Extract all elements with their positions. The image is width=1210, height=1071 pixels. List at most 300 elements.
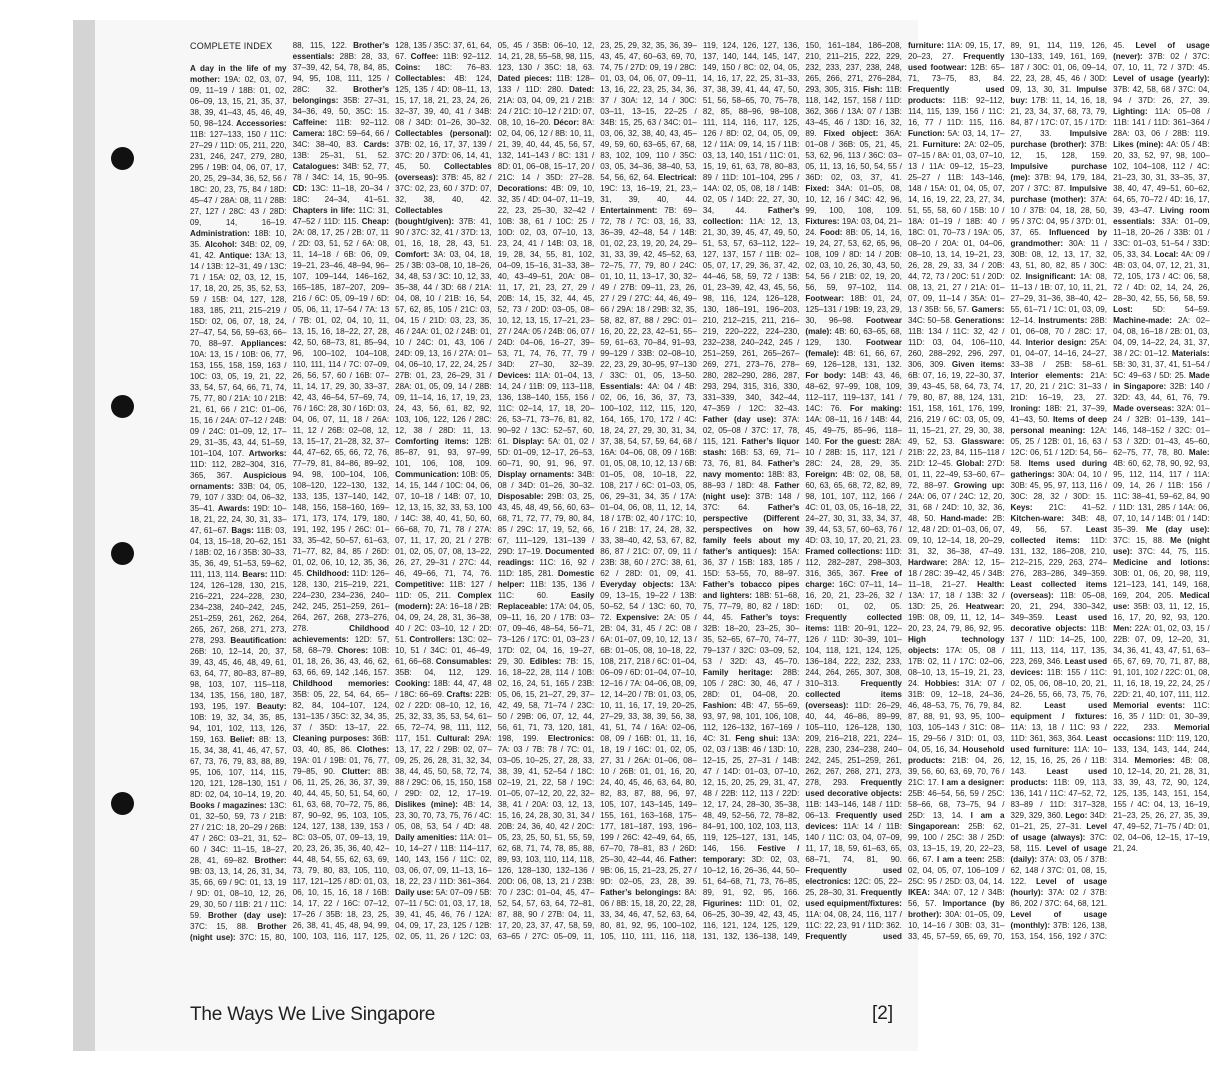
index-references: 11A: 05–08 / 11B: 141 / 11D: 361–364 / 28A: 03, 06 / 28B: 119.	[1113, 107, 1210, 138]
index-references: 11A: 04, 08, 24, 116, 117 / 11C: 22, 23, 91 / 11D: 362.	[805, 910, 902, 930]
index-term: Father’s navy momento:	[702, 459, 800, 479]
index-references: 18B: 10, 35.	[190, 229, 287, 250]
punch-hole-bottom	[111, 792, 134, 815]
index-references: 11D: 01, 02, 06–25, 30–39, 42, 43, 45, 116, 121, 124, 125, 129, 131, 132, 136–138, 149, 150, 161–184, 186–208, 210, 211–215, 222, 229, 232, 233, 237, 238, 248, 265, 266, 271, 276–284, 293, 305, 315.	[702, 41, 902, 941]
index-references: 32A: 01–24 / 32B: 01–139, 141–146, 148–152 / 32C: 01–53 / 32D: 01–43, 45–60, 62–75, 77, 78, 80.	[1113, 404, 1210, 457]
index-term: Influenced by grandmother:	[1010, 228, 1108, 248]
index-term: Beautification:	[230, 636, 287, 646]
index-references: 11A: 09, 15, 17, 20–23, 27.	[907, 41, 1005, 61]
index-references: 11D: 124, 126–128, 130, 215, 216–221, 224–228, 230, 234–238, 240–242, 245, 251–259, 261, 262, 264, 265, 267, 268, 271, 273, 278, 293.	[190, 570, 287, 646]
index-references: 21A: 03, 04, 09, 21 / 21B: 24 / 21C: 10–12 / 21D: 07, 08, 10, 16–20.	[497, 96, 595, 127]
index-references: 5A: 07–09 / 5B: 07–11 / 5C: 01, 03, 17, 18, 39, 41, 45, 46, 76 / 12A: 04, 09, 17, 23, 125 / 12B: 02, 05, 11, 26 / 12C: 03, 05, 45 / 35B: 06–10, 12, 14, 21, 28, 55–58, 98, 115, 123, 130 / 35C: 18, 63.	[395, 41, 595, 941]
index-term: Father’s toys:	[740, 613, 800, 622]
index-term: Clutter:	[341, 767, 371, 776]
index-references: 21C: 41–52.	[1032, 503, 1108, 512]
index-entry	[908, 360, 1005, 446]
index-term: Lost:	[1113, 305, 1133, 314]
index-term: Frequently used footwear:	[907, 52, 1005, 72]
index-entry	[293, 162, 390, 182]
index-references: 18B: 01, 24, 125–131 / 19B: 19, 23, 29, 30, 96–98.	[805, 294, 902, 325]
index-references: 4B: 02, 08, 58, 60, 63, 65, 68, 72, 82, 89, 98, 101, 107, 112, 166 / 4C: 01, 03, 05, 16–18, 22, 24–27, 30, 31, 33, 34, 37, 39, 44, 53, 57, 60–63, 76 / 4D: 03, 10, 17, 20, 21, 23.	[805, 470, 902, 545]
index-term: Materials:	[1171, 349, 1210, 358]
index-references: 13C: 11–18, 20–34 / 18C: 24–34, 41–51.	[292, 184, 390, 204]
index-term: Father’s collection:	[702, 206, 800, 226]
index-entry	[1011, 338, 1108, 369]
index-references: 19C: 13, 16–19, 21, 23,–31, 39, 40, 44.	[600, 184, 697, 204]
index-term: Crafts:	[446, 690, 473, 699]
index-entry	[703, 206, 800, 413]
index-references: 37B: 42, 58, 68 / 37C: 04, 94 / 37D: 26, 27, 39.	[1113, 85, 1210, 105]
index-term: Function:	[907, 129, 945, 138]
punch-hole-top	[111, 147, 134, 170]
index-references: 37C: 15, 80, 88, 115, 122.	[235, 41, 354, 943]
index-references: 18C: 59–64, 66 / 34C: 38–40, 83.	[292, 129, 390, 149]
index-term: Antique:	[219, 251, 252, 261]
index-term: Impulsive purchase (mother):	[1010, 184, 1108, 204]
index-term: Frequently collected items:	[805, 613, 902, 633]
index-entry	[190, 339, 287, 458]
index-term: Furniture:	[922, 140, 961, 149]
index-references: 13B: 25–31, 51, 52.	[292, 151, 390, 160]
index-references: 11B: 128–133 / 11D: 280.	[497, 74, 595, 94]
index-term: Fashion:	[702, 701, 737, 710]
index-references: 33A: 01–09, 11–18, 20–26 / 33B: 01 / 33C: 01–03, 51–54 / 33D: 05, 33, 34.	[1113, 217, 1210, 259]
index-term: Footwear (male):	[805, 316, 902, 336]
index-references: 37B: 02 / 37C: 07, 10, 11, 72 / 37D: 45.	[1113, 52, 1210, 72]
index-entry	[1113, 74, 1210, 105]
index-references: 8A: 02, 04, 06, 12 / 8B: 10, 11, 21, 39, 40, 44, 45, 56, 57, 132, 141–143 / 8C: 131 / 8D: 01, 06–08, 15–17, 20 / 21C: 14 / 35D: 27–28.	[497, 118, 595, 182]
index-term: Hobbies:	[924, 679, 960, 688]
index-entry	[703, 668, 800, 699]
index-term: Men:	[1113, 624, 1132, 633]
index-entry	[190, 570, 287, 645]
index-term: Framed collections:	[805, 547, 883, 556]
index-references: 4B: 08, 10, 12–14, 20, 21, 28, 31, 33, 39, 43, 72, 90, 124, 125, 135, 143, 151, 154, 155 / 4C: 04, 13, 16–19, 21–23, 25, 26, 27, 35, 39, 47, 49–52, 71–75 / 4D: 01, 02, 04–06, 12–15, 17–19, 21, 24.	[1113, 756, 1210, 853]
index-references: 13C: 01, 32–50, 59, 73 / 21B: 27 / 21C: 18, 20–29 / 26B: 47 / 26C: 03–21, 31, 52–60 / 34C: 11–15, 18–27, 28, 41, 69–82.	[190, 801, 287, 866]
index-term: Coffee:	[410, 52, 439, 61]
index-references: 25B: 02, 04, 05, 07, 106–109 / 25C: 95 / 25D: 03, 04, 14.	[907, 855, 1005, 886]
index-term: Frequently used decorative objects:	[805, 778, 902, 798]
index-references: 19A: 02, 03, 07, 09, 11–19 / 18B: 01, 02, 06–09, 13, 15, 21, 35, 37, 38, 39, 41–43, 45, 46, 49, 50, 98–124.	[190, 75, 287, 129]
index-term: Dated:	[569, 85, 595, 94]
index-references: 17A: 05, 08 / 17B: 02, 11 / 17C: 02–06, 08–10, 13, 15–19, 21, 23, 24.	[907, 646, 1005, 688]
index-term: Glassware:	[961, 437, 1005, 446]
index-term: Electronics:	[547, 734, 595, 743]
index-references: 37B: 45, 82 / 37C: 02, 23, 60 / 37D: 07, 32, 38, 40, 42.	[395, 173, 492, 204]
index-references: 18C: 76–83.	[420, 63, 492, 72]
index-term: Decorations:	[497, 184, 548, 193]
index-term: Collectables (overseas):	[395, 162, 492, 182]
index-term: Level of usage (never):	[1113, 41, 1210, 61]
index-term: Living room essentials:	[1113, 206, 1210, 226]
index-references: 34B: 02, 09, 41, 42.	[190, 240, 287, 261]
index-references: 31A: 07 / 31B: 09, 12–18, 24–36, 46, 48–53, 75, 76, 79, 84, 87, 88, 91, 93, 95, 100–103, 105–143 / 31C: 08–15, 29–56 / 31D: 01, 03, 04, 05, 16, 34.	[907, 679, 1005, 754]
index-references: 28A: 10 / 28B: 15, 117, 121 / 28C: 24, 28, 29, 35.	[805, 437, 902, 468]
index-term: Fixed object:	[823, 129, 879, 138]
index-term: Chores:	[337, 646, 369, 655]
index-references: 37B: 94, 179, 184, 207 / 37C: 87.	[1010, 173, 1108, 193]
index-term: Level of usage (daily):	[1010, 844, 1108, 864]
index-references: 6B: 07, 16, 19, 22–30, 37, 39, 43–45, 58, 64, 73, 74, 79, 80, 87, 88, 124, 131, 151, 158, 161, 176, 199, 216, 219 / 6C: 03, 05, 09, 11, 15–21, 27, 29, 30, 38, 49, 52, 53.	[907, 371, 1005, 446]
index-term: Display:	[512, 437, 545, 446]
index-term: Domestic helper:	[497, 569, 595, 589]
index-entry	[395, 833, 492, 886]
index-term: Books / magazines:	[190, 801, 267, 811]
index-term: Global:	[956, 459, 985, 468]
index-references: 28B: 01, 06–08, 70 / 28C: 17, 44.	[1010, 316, 1108, 347]
index-term: Controllers:	[409, 635, 456, 644]
index-references: 11A: 10–12, 15, 16, 25, 26 / 11B: 143.	[1010, 745, 1108, 776]
index-references: 12D: 57, 58, 68–79.	[292, 635, 390, 655]
index-term: Brother’s belongings:	[292, 85, 390, 105]
index-term: Caffeine:	[292, 118, 328, 127]
index-references: 30A: 01–05, 09, 10, 14–16 / 30B: 03, 31–33, 45, 57–59, 65, 69, 70, 89, 91, 114, 119, 126, 130–133, 149, 161, 169, 187 / 30C: 01, 06, 09–14, 22, 23, 28, 45, 46 / 30D: 09, 13, 30, 31.	[907, 41, 1108, 941]
index-references: 11B: 92–112.	[327, 118, 390, 127]
index-references: 11B: 20–91, 122–126 / 11D: 30–39, 101–104, 118, 121, 124, 125, 136–184, 222, 232, 233, 244, 264, 265, 307, 308, 310–313.	[805, 624, 902, 688]
index-references: 11B: 127 / 11D: 05, 211.	[395, 580, 492, 600]
index-references: 37B: 126, 138, 153, 154, 156, 192 / 37C: 45.	[1010, 41, 1136, 941]
index-term: Male:	[1188, 448, 1210, 457]
index-entry	[1113, 107, 1210, 138]
index-references: 11B: 92–112.	[438, 52, 492, 61]
index-term: Auspicious ornaments:	[190, 471, 287, 492]
index-references: 35B: 05, 22, 54, 64, 65–82, 84, 104–107, 124, 131–135 / 35C: 32, 34, 35, 37 / 35D: 13–17, 22.	[292, 690, 390, 732]
index-term: Least collected items (overseas):	[1010, 580, 1108, 600]
index-term: Figurines:	[702, 899, 742, 908]
index-term: Father (night use):	[702, 481, 800, 501]
index-references: 11B: 127–133, 150 / 11C: 27–29 / 11D: 05, 211, 220, 231, 246, 247, 279, 280, 295 / 19B: 04, 06, 07, 17, 20, 25, 29–34, 36, 52, 56 / 18C: 20, 23, 75, 84 / 18D: 45–47 / 28A: 08, 11 / 28B: 27, 127 / 28C: 43 / 28D: 09, 14, 16–19.	[190, 130, 287, 228]
index-term: Cultural:	[436, 734, 470, 743]
index-references: 34A: 07, 12 / 34B: 56, 57.	[907, 888, 1005, 908]
index-term: Importance (by brother):	[907, 899, 1005, 919]
index-term: Chapters in life:	[292, 206, 356, 215]
index-entry	[395, 206, 492, 248]
index-references: 11B: 05–08, 20, 21, 294, 330–342, 349–359.	[1010, 591, 1108, 622]
index-references: 8B: 05, 14, 16, 19, 24, 27, 53, 62, 65, 96, 108, 109 / 8D: 14 / 20B: 02, 03, 10, 26, 30, 43, 50, 54, 56 / 21B: 02, 19, 20, 56, 59, 97–102, 114.	[805, 228, 902, 292]
index-references: 11A: 12, 13, 21, 30, 39, 45, 47, 49, 50, 51, 53, 57, 63–112, 122–127, 137, 157 / 11B: 02–05, 07, 17, 29, 36, 37, 42, 44–46, 58, 59, 72 / 13B: 01, 23–39, 42, 43, 45, 56, 98, 116, 124, 126–128, 130, 186–191, 196–203, 210, 212–215, 211, 216–219, 220–222, 224–230, 232–238, 240–242, 245 / 251–259, 261, 265–267–269, 271, 273–76, 278–280, 282–290, 286, 287, 293, 294, 315, 316, 330, 331–339, 340, 342–44, 47–359 / 12C: 32–43.	[702, 217, 800, 413]
index-references: 2A: 05 / 2B: 04, 31, 45 / 2C: 08 / 6A: 01–07, 09, 10, 12, 13 / 6B: 01–05, 08, 10–18, 22, 108, 217, 218 / 6C: 01–04, 06–09 / 6D: 01–04, 07–10, 12–16 / 7A: 04–06, 08, 09, 12, 14–20 / 7B: 01, 03, 05, 10, 11, 16, 17, 19, 20–25, 27–29, 33, 38, 39, 56, 38, 41, 51, 74 / 16A: 02–06, 08, 09 / 16B: 01, 11, 16, 18, 19 / 16C: 01, 02, 05, 27, 31 / 26A: 01–06, 08–10 / 26B: 01, 01, 16, 20, 24, 40, 45, 46, 63, 64, 80, 82, 83, 87, 88, 96, 97, 105, 107, 143–145, 149–155, 161, 163–168, 175–177, 181–187, 193, 196–199 / 26C: 42–49, 64, 65, 67–70, 78–81, 83 / 26D: 25–30, 42–44, 46.	[600, 613, 697, 864]
index-term: Competitive:	[395, 580, 445, 589]
index-entry	[908, 85, 1005, 127]
index-term: For body:	[805, 371, 847, 380]
index-term: Frequently used products:	[907, 85, 1005, 105]
index-term: Collectables (bought/given):	[395, 206, 455, 226]
index-entry	[1113, 305, 1210, 314]
index-references: 8B: 13, 15, 34, 38, 41, 46, 47, 57, 67, 73, 76, 79, 83, 88, 89, 95, 106, 107, 114, 115, 120, 121, 128–130, 151 / 8D: 02, 04, 10–14, 19, 20.	[190, 735, 287, 800]
index-term: Instruments:	[1038, 316, 1088, 325]
index-references: 32B: 140 / 32D: 43, 44, 61, 76, 79.	[1113, 382, 1210, 402]
index-term: Generations:	[954, 316, 1005, 325]
index-references: 18B: 21, 37–39, 41–43, 50.	[1010, 404, 1108, 424]
index-references: 19A: 01 / 19B: 01, 76, 77, 79–85, 90.	[292, 756, 390, 776]
index-entry	[395, 470, 492, 578]
index-references: 37A: 10 / 37B: 04, 18, 28, 50, 95 / 37C: 04, 95 / 37D: 01, 37, 65.	[1010, 195, 1108, 237]
index-references: 37B: 12, 15, 128, 159.	[1010, 140, 1108, 160]
index-term: Likes (mine):	[1113, 140, 1164, 149]
index-references: 2A: 08, 17, 25 / 2B: 07, 11 / 2D: 03, 51, 52 / 6A: 08, 11, 14–18 / 6B: 06, 09, 19–21, 23–46, 48–94, 96–107, 109–144, 146–162, 165–185, 187–207, 209–216 / 6C: 05, 09–19 / 6D: 05, 06, 11, 17–54 / 7A: 13 / 7B: 01, 02, 04, 10, 11, 13, 15, 16, 18–22, 27, 28, 42, 50, 68–73, 81, 85–94, 96, 100–102, 104–108, 110, 111, 114 / 7C: 07–09, 26, 56, 57, 60 / 16B: 07–11, 14, 17, 29, 30, 33–37, 42, 43, 46–54, 57–69, 74, 76 / 16C: 28, 30 / 16D: 03, 04, 06, 07, 11, 18 / 26A: 11, 12 / 26B: 02–08, 12, 13, 15–17, 21–28, 32, 37–44, 47–62, 65, 66, 72, 76, 77–79, 81, 84–86, 89–92, 94, 98, 100–104, 106, 108–120, 122–130, 132, 133, 135, 137–140, 142, 148, 156, 158–160, 169–171, 173, 174, 179, 180, 191, 192, 195 / 26C: 01–33, 35–42, 50–57, 61–63, 71–77, 82, 84, 85 / 26D: 01, 02, 06, 10, 12, 35, 36, 45.	[292, 228, 390, 578]
index-references: 16C: 07–11, 14–16, 20, 21, 23–26, 32 / 16D: 01, 02, 05.	[805, 580, 902, 611]
index-entry	[293, 679, 390, 732]
index-references: 19B: 08, 09, 11, 12, 14–20, 23, 24, 79, 86, 92, 95.	[907, 613, 1005, 633]
index-term: Camera:	[292, 129, 325, 138]
index-references: 33B: 04, 05, 79, 107 / 33D: 04, 06–32, 35–41.	[190, 482, 287, 514]
index-references: 13A: 02, 03 / 13B: 46 / 13D: 10, 12–15, 25, 27–31 / 14B: 47 / 14D: 01–03, 07–10, 12, 15, 20, 25, 29, 31, 47, 48 / 22B: 112, 113 / 22D: 12, 17, 24, 28–30, 35–38, 48, 49, 52–56, 72, 78–82, 84–91, 100, 102, 103, 113, 119, 125–127, 131, 145, 146, 156.	[702, 734, 800, 853]
index-entry	[1011, 503, 1108, 512]
index-entry	[395, 63, 492, 72]
index-term: Memories:	[1134, 756, 1175, 765]
index-references: 19D: 10–18, 21, 22, 24, 30, 31, 33–47, 61–67.	[190, 504, 287, 536]
punch-hole-upper-middle	[111, 395, 134, 418]
index-term: Hand-made:	[940, 514, 988, 523]
index-term: Me (day use):	[1146, 525, 1210, 534]
index-term: Administration:	[190, 229, 250, 239]
index-references: 34B: 48, 49, 56, 57.	[1010, 514, 1108, 534]
index-references: 3D: 02, 03, 10–12, 16, 26–36, 44, 50–51, 64–68, 71, 73, 76–85, 89, 91, 92, 95, 166.	[702, 855, 800, 897]
index-references: 34C: 50–58.	[907, 316, 955, 325]
index-references: 27D: 01, 11, 22–49, 53–60, 67–72, 88–97.	[907, 459, 1005, 490]
index-term: Cooking:	[395, 679, 431, 688]
index-entry	[805, 184, 902, 215]
index-references: 3A: 03, 04, 18, 25 / 3B: 03–08, 10, 18–26, 34, 48, 53 / 3C: 10, 12, 33, 35–38, 44 / 3D: 68 / 21A: 04, 08, 10 / 21B: 16, 54, 57, 62, 85, 105 / 21C: 03, 04, 15 / 21D: 03, 23, 35, 46 / 24A: 01, 02 / 24B: 01, 10 / 24C: 01, 43, 106 / 24D: 09, 13, 16 / 27A: 01–04, 06–10, 17, 22, 24, 25 / 27B: 01, 23, 26–29, 31 / 28A: 01, 05, 09, 14 / 28B: 09, 11–14, 16, 17, 19, 23, 24, 43, 56, 61, 82, 92, 103, 106, 122, 126 / 28C: 12, 38 / 28D: 11, 13.	[395, 250, 492, 435]
index-entry	[600, 382, 697, 578]
index-term: Medicine and lotions:	[1113, 558, 1210, 567]
index-term: Belief:	[229, 735, 255, 745]
index-references: 12C: 05, 22–25, 28–30, 31.	[805, 877, 902, 897]
index-term: Brother:	[254, 856, 287, 866]
index-term: IKEA:	[907, 888, 930, 897]
index-heading: COMPLETE INDEX	[190, 41, 273, 51]
index-term: Comforting items:	[395, 437, 469, 446]
index-term: Cards:	[363, 140, 390, 149]
index-references: 4B: 14, 23, 30, 70, 73, 75, 76 / 4C: 05, 08, 53, 54 / 4D: 48.	[395, 800, 492, 831]
index-references: 35B: 27–31, 34–36, 49, 50, 35C: 15.	[292, 96, 390, 116]
index-term: Father’s liquor stash:	[702, 437, 800, 457]
index-references: 18B: 51–68, 75, 77–79, 80, 82 / 18D: 44, 45.	[702, 591, 800, 622]
index-references: 11A: 01–04, 13, 14, 24 / 11B: 09, 113–118, 136, 138–140, 155, 156 / 11C: 02–14, 17, 18, 20–26, 53–71, 73–76, 81, 82, 90–92 / 13C: 52–57, 60, 61.	[497, 371, 595, 446]
index-references: 12A: 05, 25 / 12B: 01, 16, 63 / 12C: 06, 51 / 12D: 54, 56–58.	[1010, 426, 1108, 468]
index-references: 25B: 46–54, 56, 59 / 25C: 58–66, 68, 73–75, 94 / 25D: 13, 14.	[907, 789, 1005, 820]
index-term: Father (day use):	[702, 415, 777, 424]
index-term: Essentials:	[600, 382, 643, 391]
index-entry	[805, 228, 902, 292]
index-term: CD:	[292, 184, 307, 193]
index-references: 21A: 17, 20, 21 / 21C: 31–33 / 21D: 16–19, 23, 27.	[1010, 371, 1108, 402]
index-term: Level of usage (yearly):	[1113, 74, 1210, 83]
index-term: Comfort:	[395, 250, 430, 259]
index-term: For the guest:	[824, 437, 882, 446]
index-references: 34D: 01–21, 25, 27–31.	[1010, 811, 1108, 831]
index-references: 11B: 155 / 11C: 02, 05, 06, 08–10, 20, 21, 24–26, 55, 66, 73, 75, 76, 82.	[1010, 668, 1108, 710]
index-references: 10B: 05, 14, 15, 144 / 10C: 04, 06, 07, 10–18 / 14B: 07, 10, 12, 13, 15, 32, 33, 53, 100 / 14C: 38, 40, 41, 50, 60, 66–68, 70, 71, 78 / 27A: 07, 11, 17, 20, 21 / 27B: 01, 02, 05, 07, 08, 13–22, 26, 27, 29–31 / 27C: 44, 46, 49–66, 71, 74, 76.	[395, 470, 492, 578]
index-references: 17A: 04, 05, 09–11, 16, 20 / 17B: 03–07, 09–46, 48–54, 56–71, 73–126 / 17C: 01, 03–23 / 17D: 02, 04, 16, 19–27, 29, 30.	[497, 602, 595, 666]
index-entry	[1011, 371, 1108, 402]
index-references: 13A: 09, 13–15, 19–22 / 13B: 50–52, 54 / 13C: 60, 70, 72.	[600, 580, 697, 622]
index-term: Footwear:	[805, 294, 845, 303]
index-term: Household products:	[907, 745, 1005, 765]
index-references: 11B: 137 / 11D: 14–25, 100, 111, 113, 114, 117, 135, 223, 269, 346.	[1010, 624, 1108, 666]
index-references: 11B: 09, 113, 136, 141 / 11C: 47–52, 72, 83–89 / 11D: 317–328, 329, 329, 360.	[1010, 778, 1108, 820]
index-term: Items used during gatherings:	[1010, 459, 1108, 479]
index-term: Interior design:	[1025, 338, 1087, 347]
index-entry	[805, 679, 902, 787]
index-references: 37C: 58, 115.	[1010, 833, 1108, 853]
index-term: Consumables:	[435, 657, 492, 666]
index-term: Catalogues:	[292, 162, 339, 171]
index-references: 11D: 26–29, 40, 44, 46–86, 89–99, 105–110, 126–128, 130, 209, 216–218, 221, 224–228, 230, 234–238, 240–242, 245, 251–259, 261, 262, 267, 268, 271, 273, 278, 293.	[805, 701, 902, 787]
index-entry	[498, 118, 595, 182]
index-entry	[190, 119, 287, 227]
index-references: 11B: 143–146, 148 / 11D: 06–13.	[805, 800, 902, 820]
index-term: Fixed:	[805, 184, 830, 193]
footer-book-title: The Ways We Live Singapore	[190, 1004, 436, 1025]
index-term: Documented readings:	[497, 547, 595, 567]
index-term: Kitchen-ware:	[1010, 514, 1065, 523]
index-references: 7B: 69–72, 78 / 7C: 03, 16, 33, 36–39, 42–48, 54 / 14B: 01, 02, 23, 19, 20, 24, 29–31, 33, 39, 42, 45–52, 63, 72–75, 77, 79, 80 / 24C: 01, 10, 11, 13–17, 30, 32–49 / 27B: 09–11, 23, 26, 27 / 29 / 27C: 44, 46, 49–66 / 29A: 18 / 29B: 32, 35, 58, 82, 87, 88 / 29C: 01–16, 20, 22, 23, 42–51, 55–59, 61–63, 70–84, 91–93, 99–129 / 33B: 02–08–10, 22, 23, 29, 30–95, 97–130 / 33C: 01, 05, 13–50.	[600, 206, 697, 380]
index-references: 4B: 60, 62, 78, 90, 92, 93, 95, 112, 114, 117 / 11A: 09, 14, 26 / 11B: 156 / 11C: 38–41, 59–62, 84, 90 / 11D: 131, 285 / 14A: 06, 07, 10, 14 / 14B: 01 / 14D: 35–39.	[1113, 459, 1210, 534]
index-term: Brother (day use):	[207, 911, 287, 921]
index-references: 11B: 03, 04, 13, 15–18, 20–62, 151 / 18B: 02, 16 / 35B: 30–33, 35, 36, 49, 51–53, 59–62, 111, 113, 114.	[190, 526, 287, 580]
index-term: Coins:	[395, 63, 421, 72]
index-term: Lighting:	[1113, 107, 1148, 116]
index-references: 12B: 85–87, 91, 93, 97–99, 101, 106, 108, 109.	[395, 437, 492, 468]
index-references: 11B: 118, 142, 157, 158 / 11D: 362, 366 / 13A: 07 / 13B: 43–45, 46 / 13D: 16, 32, 89.	[805, 85, 902, 138]
index-references: 18B: 44, 47, 48 / 18C: 66–69.	[395, 679, 492, 699]
index-references: 13A: 13, 14 / 13B: 12–31, 49 / 13C: 71 / 15A: 02, 03, 12, 15, 17, 18, 20, 25, 35, 52, 53, 59 / 15B: 04, 127, 128, 183, 185, 211, 215–219 / 15D: 02, 06, 07, 18, 24, 27–47, 54, 56, 59–63, 66–70, 88–97.	[190, 251, 287, 349]
index-term: Brother (night use):	[190, 922, 287, 943]
index-references: 4B: 09, 10, 32, 35 / 4D: 04–07, 11–19, 22, 23, 25–30, 32–42 / 10B: 38, 61 / 10C: 25 / 10D: 02, 03, 07–10, 13, 23, 24, 41 / 14B: 03, 18, 19, 28, 34, 55, 81, 102, 04–09, 15–16, 31–33, 38–40, 43–49–51, 20A: 08–11, 17, 21, 23, 27, 29 / 20B: 14, 15, 32, 44, 45, 52, 73 / 20D: 03–05, 08–10, 12, 13, 15, 17–21, 23–27 / 24A: 05 / 24B: 06, 07 / 24D: 04–06, 16–27, 39–53, 71, 74, 76, 77, 79 / 34D: 27–30, 32–39.	[497, 184, 595, 369]
index-entry	[190, 636, 287, 711]
index-term: Festive / temporary:	[702, 844, 800, 864]
index-term: Least used devices:	[1010, 657, 1108, 677]
index-term: Frequently used furniture:	[805, 41, 944, 941]
index-term: Cheap:	[361, 217, 390, 226]
index-references: 37C: 44, 75, 115.	[1132, 547, 1210, 556]
index-references: 37B: 02, 16, 17, 37, 139 / 37C: 20 / 37D: 06, 14, 41, 45, 50.	[395, 140, 492, 171]
index-term: Décor:	[553, 118, 580, 127]
index-term: Fixtures:	[805, 217, 840, 226]
index-entry	[1113, 448, 1210, 534]
index-term: Food:	[820, 228, 843, 237]
index-entry	[498, 184, 595, 369]
index-term: Bears:	[242, 570, 268, 580]
index-references: 35B: 04, 112, 129.	[395, 668, 492, 677]
index-references: 11B: 134 / 11C: 32, 42 / 11D: 03, 04, 106–110, 260, 288–292, 296, 297, 306, 309.	[907, 327, 1005, 369]
index-term: Artworks:	[248, 449, 287, 459]
index-references: 10A: 13, 15 / 10B: 06, 77, 153, 155, 158, 159, 163 / 10C: 03, 05, 19, 21, 22, 33, 54, 57, 64, 66, 71, 74, 75, 77, 80 / 21A: 10 / 21B: 21, 61, 66 / 21C: 01–06, 15, 16 / 24A: 07–12 / 24B: 09 / 24C: 01–09, 12, 17–29, 31–35, 43, 44, 51–59, 101–104, 107.	[190, 350, 287, 459]
index-term: Accessories:	[236, 119, 287, 129]
index-term: Lego:	[1065, 811, 1088, 820]
index-term: Awards:	[217, 504, 250, 514]
index-references: 10B: 19, 32, 34, 35, 85, 94, 101, 102, 113, 126, 159, 163.	[190, 713, 287, 745]
index-references: 28A: 12, 15–18 / 28C: 39–42, 45 / 34B: 11–18, 21–27.	[907, 558, 1005, 589]
index-references: 2A: 02–05, 07–15 / 8A: 01, 03, 07–10, 13 / 11A: 09–12, 15–23, 25–27 / 11B: 143–146, 148 / 15A: 01, 04, 05, 07, 14, 16, 19, 22, 23, 27, 34, 51, 55, 58, 60 / 15B: 10 / 18A: 01–19 / 18B: 40 / 18C: 01, 70–73 / 19A: 05, 08–20 / 20A: 01, 04–06, 08–10, 13, 14, 19–21, 23, 26, 28, 29, 33, 34 / 20B: 44, 72, 73 / 20C: 51 / 20D: 08, 13, 21, 27 / 21A: 01–07, 09, 11–14 / 35A: 01–13 / 35B: 56, 57.	[907, 140, 1005, 314]
index-references: 30A: 11 / 30B: 08, 12, 13, 17, 32, 43, 51, 80, 82, 85 / 30C: 02.	[1010, 239, 1108, 281]
index-references: 29B: 03, 25, 43, 45, 48, 49, 56, 60, 63–68, 71, 72, 77, 79, 80, 84, 85 / 29C: 17, 19, 52, 66, 67, 111–129, 131–139 / 29D: 17–19.	[497, 492, 595, 556]
index-references: 37C: 15, 88.	[1113, 536, 1171, 545]
index-term: Level of usage (hourly):	[1010, 877, 1108, 897]
index-references: 14A: 08–11, 16 / 14B: 44, 45, 49–75, 85–96, 118–140.	[805, 415, 902, 446]
index-references: 25A: 01, 04–07, 14–16, 24–27, 33–38 / 25B: 58–61.	[1010, 338, 1108, 369]
index-term: Least used products:	[1010, 767, 1108, 787]
index-term: Frequently used electronics:	[805, 866, 902, 886]
index-references: 21B: 04, 26, 39, 56, 60, 63, 69, 70, 76 / 21C: 17.	[907, 756, 1005, 787]
index-references: 11D: 119, 120, 133, 134, 143, 144, 244, 314.	[1113, 734, 1210, 765]
index-term: Health:	[977, 580, 1005, 589]
index-references: 9B: 03, 13, 14, 26, 31, 34, 35, 66, 69 / 9C: 01, 13, 19 / 9D: 01, 08–10, 12, 26, 29, 30, 50 / 11B: 21 / 11C: 59.	[190, 867, 287, 921]
punch-hole-lower-middle	[111, 542, 134, 565]
index-term: Frequently used equipment/fixtures:	[805, 888, 902, 908]
index-references: 34A: 01–05, 08, 10, 12, 16 / 34C: 42, 96, 99, 100, 108, 109.	[805, 184, 902, 215]
index-references: 14B: 43, 46, 48–62, 97–99, 108, 109, 112–117, 119–137, 141 / 14C: 76.	[805, 371, 902, 413]
index-references: 36A: 01–08 / 36B: 05, 21, 45, 53, 62, 96, 113 / 36C: 03–05, 11, 13, 16, 50, 54, 55 / 36D: 02, 03, 37, 41.	[805, 129, 902, 182]
index-references: 11D: 131, 132, 186–208, 210, 212–215, 229, 263, 274–276, 283–286, 349–359.	[1010, 536, 1108, 578]
index-entry	[703, 734, 800, 853]
index-term: Childhood memories:	[292, 679, 390, 688]
index-references: 5A: 01, 02 / 5D: 01–09, 12–17, 26–53, 60–71, 90, 91, 96, 97.	[497, 437, 595, 468]
index-references: 37B: 148 / 37C: 64.	[702, 492, 800, 512]
index-term: Memorial occasions:	[1113, 723, 1210, 743]
index-references: 26B: 10, 12–14, 20, 37, 39, 43, 45, 46, 48, 49, 61, 63, 64, 77, 80–83, 87–89, 98, 103, 107, 115–118, 134, 135, 156, 180, 187, 193, 195, 197.	[190, 647, 287, 712]
index-term: Disposable:	[497, 492, 544, 501]
index-term: I am a designer:	[941, 778, 1005, 787]
index-term: Father’s perspective (Different perspectives on how family feels about my father’s antiques):	[702, 503, 800, 556]
index-entry	[908, 679, 1005, 754]
index-references: 19A: 03, 04, 21–24.	[805, 217, 902, 237]
index-term: I am a teen:	[936, 855, 985, 864]
index-term: Communication:	[395, 470, 459, 479]
index-term: Local:	[1154, 250, 1179, 259]
index-term: Insignificant:	[1025, 272, 1076, 281]
index-references: 13A: 17, 18 / 13B: 32 / 13D: 25, 26.	[907, 591, 1005, 611]
index-references: 5A: 03, 14, 17–21.	[907, 129, 1005, 149]
index-references: 37A: 02, 05–08 / 37C: 17, 78, 115, 121.	[702, 415, 800, 446]
index-term: Frequently used devices:	[805, 811, 902, 831]
index-references: 35B: 03, 11, 12, 15, 16, 17, 20, 92, 93, 120.	[1113, 602, 1210, 622]
index-entry	[703, 503, 800, 578]
index-references: 28B: 105 / 28C: 30, 46, 47 / 28D: 01, 04–08, 20.	[702, 668, 800, 699]
index-term: Hardware:	[907, 558, 948, 567]
index-term: Clothes:	[356, 745, 390, 754]
index-term: Impulsive purchase (me):	[1010, 162, 1108, 182]
index-references: 11B: 92–112, 114, 115, 139, 156 / 11C: 16, 77 / 11D: 115, 116.	[907, 96, 1005, 127]
index-entry	[498, 371, 595, 446]
index-entry	[600, 206, 697, 380]
index-references: 17B: 11, 14, 16, 18, 21, 23, 34, 37, 68, 73, 79, 84, 87 / 17C: 07, 15 / 17D: 27, 33.	[1010, 96, 1108, 138]
index-references: 15A: 36, 37 / 15B: 183, 185 / 15D: 53–55, 70, 88–97.	[702, 547, 800, 578]
index-entry	[395, 250, 492, 435]
index-references: 28B: 28, 33, 37–39, 42, 54, 78, 84, 85, 94, 95, 108, 111, 125 / 28C: 32.	[292, 52, 390, 94]
index-entry	[190, 251, 287, 348]
index-references: 22B: 02 / 22D: 08–10, 12, 16, 25, 32, 33, 35, 53, 54, 61–65, 72–74, 98, 111, 112, 117, 151.	[395, 690, 492, 743]
index-references: 1A: 08, 11–13 / 1B: 07, 10, 11, 21, 27–29, 31–36, 38–40, 42–55, 61–71 / 1C: 01, 03, 09, 12–14.	[1010, 272, 1108, 325]
index-references: 25B: 62, 99, 100 / 25C: 38 / 25D: 03, 13–15, 19, 20, 22–23, 66, 67.	[907, 822, 1005, 864]
index-references: 11C: 31, 47–52 / 11D: 115.	[292, 206, 390, 226]
index-term: Feng shui:	[735, 734, 779, 743]
index-references: 18B: 83, 88–93 / 18D: 48.	[702, 470, 800, 490]
index-term: Machine-made:	[1113, 316, 1172, 325]
index-term: Memorial events:	[1113, 701, 1186, 710]
index-references: 5D: 54–59.	[1132, 305, 1210, 314]
index-term: Medical use:	[1113, 591, 1210, 611]
index-references: 7B: 15, 16, 18–22, 28, 114 / 10B: 02, 16, 24, 51, 165 / 23B: 05, 06, 15, 21–27, 29, 37–42, 49, 58, 71–74 / 23C: 50 / 29B: 06, 07, 12, 44, 56, 61, 71, 73, 120, 181, 198, 199.	[497, 657, 595, 743]
index-references: 4A: 05 / 4B: 20, 33, 52, 97, 98, 100–102, 104–108, 112 / 4C: 21–23, 30, 31, 33–35, 37, 38, 40, 47, 49–51, 60–62, 64, 65, 70–72 / 4D: 16, 17, 39, 43–47.	[1113, 140, 1210, 215]
index-references: 11A: 14 / 11B: 140 / 11C: 03, 04, 07–09, 11, 17, 18, 59, 61–63, 65, 68–71, 74, 81, 90.	[805, 822, 902, 864]
index-term: Gamers:	[971, 305, 1005, 314]
index-term: Impulsive purchase (brother):	[1010, 129, 1108, 149]
index-term: Alcohol:	[204, 240, 238, 250]
index-term: Fish:	[863, 85, 883, 94]
index-term: Footwear (female):	[805, 338, 902, 358]
